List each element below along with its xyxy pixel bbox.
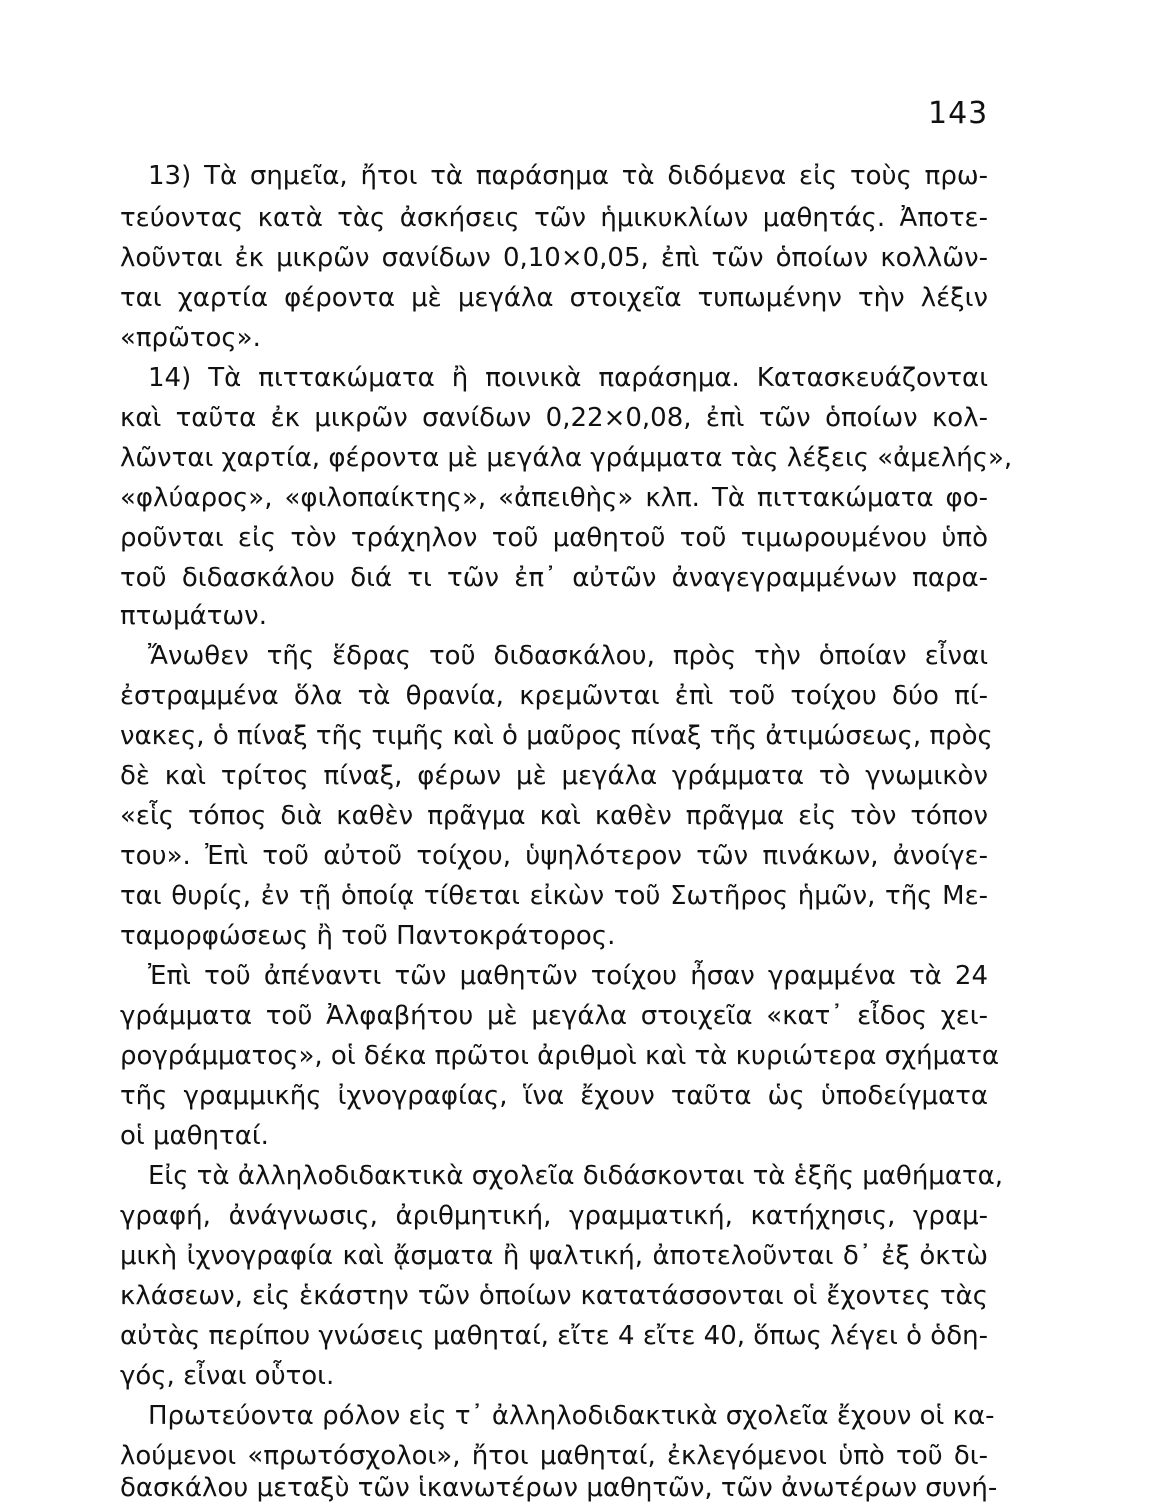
text-line: 13) Τὰ σημεῖα, ἤτοι τὰ παράσημα τὰ διδόμενα εἰς τοὺς πρω- (148, 161, 988, 191)
text-line: ταμορφώσεως ἢ τοῦ Παντοκράτορος. (120, 921, 616, 951)
text-line: λῶνται χαρτία, φέροντα μὲ μεγάλα γράμματα τὰς λέξεις «ἀμελής», (120, 443, 1013, 473)
text-line: Πρωτεύοντα ρόλον εἰς τ᾿ ἀλληλοδιδακτικὰ σχολεῖα ἔχουν οἱ κα- (148, 1401, 995, 1431)
text-line: οἱ μαθηταί. (120, 1121, 269, 1151)
text-line: μικὴ ἰχνογραφία καὶ ᾄσματα ἢ ψαλτική, ἀποτελοῦνται δ᾿ ἐξ ὀκτὼ (120, 1241, 988, 1271)
text-line: τοῦ διδασκάλου διά τι τῶν ἐπ᾿ αὐτῶν ἀναγεγραμμένων παρα- (120, 563, 988, 593)
text-line: γράμματα τοῦ Ἀλφαβήτου μὲ μεγάλα στοιχεῖα «κατ᾿ εἶδος χει- (120, 1001, 988, 1031)
text-line: «εἷς τόπος διὰ καθὲν πρᾶγμα καὶ καθὲν πρᾶγμα εἰς τὸν τόπον (120, 801, 988, 831)
text-line: ροῦνται εἰς τὸν τράχηλον τοῦ μαθητοῦ τοῦ τιμωρουμένου ὑπὸ (120, 523, 988, 553)
text-line: Ἐπὶ τοῦ ἀπέναντι τῶν μαθητῶν τοίχου ἦσαν γραμμένα τὰ 24 (148, 961, 988, 991)
text-line: Ἄνωθεν τῆς ἕδρας τοῦ διδασκάλου, πρὸς τὴν ὁποίαν εἶναι (148, 641, 988, 671)
text-line: του». Ἐπὶ τοῦ αὐτοῦ τοίχου, ὑψηλότερον τῶν πινάκων, ἀνοίγε- (120, 841, 988, 871)
text-line: 14) Τὰ πιττακώματα ἢ ποινικὰ παράσημα. Κατασκευάζονται (148, 363, 988, 393)
text-line: λοῦνται ἐκ μικρῶν σανίδων 0,10×0,05, ἐπὶ τῶν ὁποίων κολλῶν- (120, 243, 988, 273)
text-line: πτωμάτων. (120, 601, 267, 631)
text-line: ται θυρίς, ἐν τῇ ὁποίᾳ τίθεται εἰκὼν τοῦ Σωτῆρος ἡμῶν, τῆς Με- (120, 881, 988, 911)
text-line: τεύοντας κατὰ τὰς ἀσκήσεις τῶν ἡμικυκλίων μαθητάς. Ἀποτε- (120, 203, 988, 233)
text-line: ρογράμματος», οἱ δέκα πρῶτοι ἀριθμοὶ καὶ τὰ κυριώτερα σχήματα (120, 1041, 1000, 1071)
text-line: αὐτὰς περίπου γνώσεις μαθηταί, εἴτε 4 εἴτε 40, ὅπως λέγει ὁ ὁδη- (120, 1321, 988, 1351)
text-line: δὲ καὶ τρίτος πίναξ, φέρων μὲ μεγάλα γράμματα τὸ γνωμικὸν (120, 761, 988, 791)
text-line: τῆς γραμμικῆς ἰχνογραφίας, ἵνα ἔχουν ταῦτα ὡς ὑποδείγματα (120, 1081, 988, 1111)
text-line: «φλύαρος», «φιλοπαίκτης», «ἀπειθὴς» κλπ. Τὰ πιττακώματα φο- (120, 483, 988, 513)
text-line: κλάσεων, εἰς ἑκάστην τῶν ὁποίων κατατάσσονται οἱ ἔχοντες τὰς (120, 1281, 988, 1311)
page-number: 143 (928, 96, 989, 131)
text-line: ται χαρτία φέροντα μὲ μεγάλα στοιχεῖα τυπωμένην τὴν λέξιν (120, 283, 988, 313)
text-line: γραφή, ἀνάγνωσις, ἀριθμητική, γραμματική, κατήχησις, γραμ- (120, 1201, 988, 1231)
text-line: «πρῶτος». (120, 323, 261, 353)
text-line: ἐστραμμένα ὅλα τὰ θρανία, κρεμῶνται ἐπὶ τοῦ τοίχου δύο πί- (120, 681, 988, 711)
text-line: γός, εἶναι οὗτοι. (120, 1361, 335, 1391)
text-line: δασκάλου μεταξὺ τῶν ἱκανωτέρων μαθητῶν, τῶν ἀνωτέρων συνή- (120, 1473, 998, 1503)
text-line: Εἰς τὰ ἀλληλοδιδακτικὰ σχολεῖα διδάσκονται τὰ ἑξῆς μαθήματα, (148, 1161, 1004, 1191)
text-line: καὶ ταῦτα ἐκ μικρῶν σανίδων 0,22×0,08, ἐπὶ τῶν ὁποίων κολ- (120, 403, 988, 433)
text-line: νακες, ὁ πίναξ τῆς τιμῆς καὶ ὁ μαῦρος πίναξ τῆς ἀτιμώσεως, πρὸς (120, 721, 993, 751)
text-line: λούμενοι «πρωτόσχολοι», ἤτοι μαθηταί, ἐκλεγόμενοι ὑπὸ τοῦ δι- (120, 1441, 988, 1471)
